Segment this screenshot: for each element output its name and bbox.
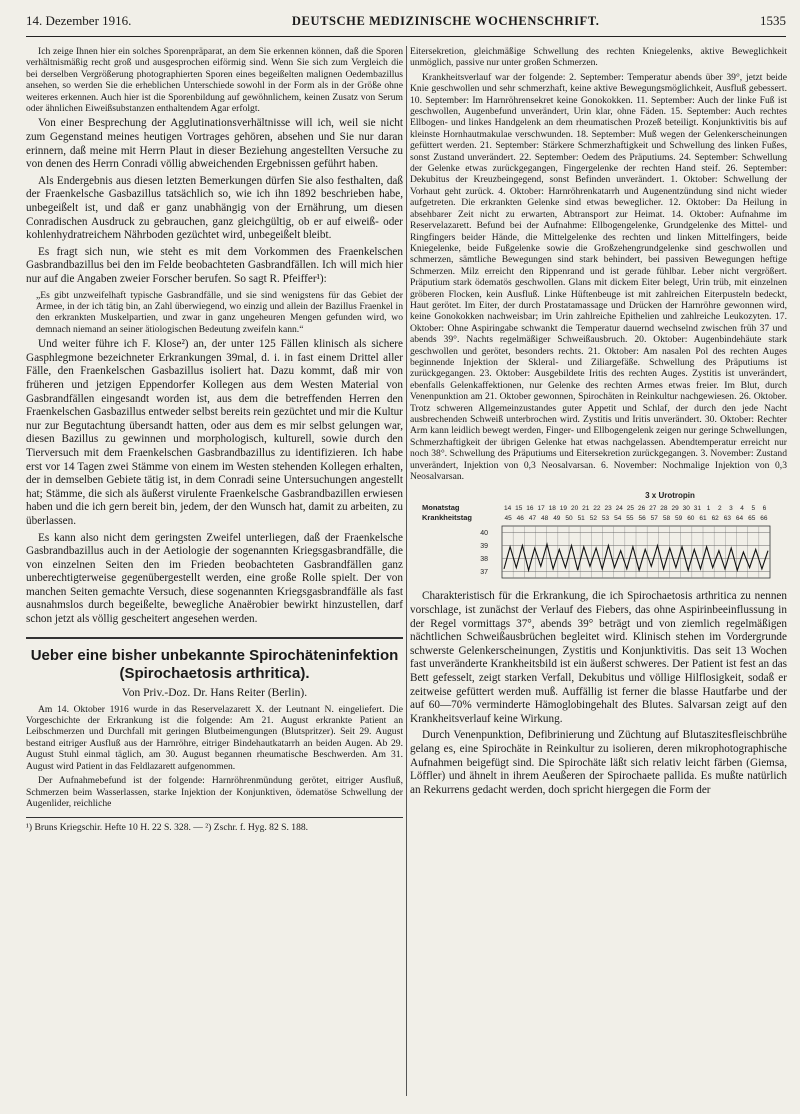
paragraph: Von einer Besprechung der Agglutinationsverhältnisse will ich, weil sie nicht zum Gegenstand meines heutigen Vortrages gehören, absehen und Sie nur daran erinnern, daß meine mit Herrn Plaut in dieser Beziehung angestellten Versuche zu von denen des Herrn Conradi völlig abweichenden Ergebnissen geführt haben. [26, 117, 403, 171]
journal-page [18, 0, 788, 1114]
page-number: 1535 [759, 13, 786, 28]
krankheitstag-tick: 62 [711, 515, 719, 523]
section-divider [26, 637, 403, 639]
left-column [26, 46, 403, 1102]
krankheitstag-tick: 64 [735, 515, 744, 523]
article-title: Ueber eine bisher unbekannte Spirochäteninfektion (Spirochaetosis arthritica). [30, 646, 399, 682]
monatstag-tick: 20 [570, 505, 579, 513]
monatstag-tick: 6 [762, 505, 767, 513]
paragraph: Durch Venenpunktion, Defibrinierung und Züchtung auf Blutaszitesfleischbrühe gelang es, eine Spirochäte in Reinkultur zu isolieren, deren mikrophotographische Aufnahmen beigefügt sind. Die Spirochäte läßt sich relativ leicht färben (Giemsa, Löffler) und ähnelt in ihrem Aeußeren der Spirochaete pallida. Es mußte natürlich an Rekurrens gedacht werden, doch spricht hiergegen die Form der [410, 729, 787, 796]
krankheitstag-tick: 58 [662, 515, 671, 523]
krankheitstag-tick: 65 [748, 515, 756, 523]
monatstag-tick: 14 [503, 505, 512, 513]
paragraph: Krankheitsverlauf war der folgende: 2. September: Temperatur abends über 39°, jetzt beide Knie geschwollen und sehr schmerzhaft, keine aktive Bewegungsmöglichkeit, Ausfluß gebessert. 10. September: Im Harnröhrensekret keine Gonokokken. 11. September: Auch der linke Fuß ist geschwollen, Augenbefund unverändert, Urin klar, ohne Fäden. 15. September: Auch rechtes Ellbogen- und linkes Handgelenk an dem rheumatischen Prozeß beteiligt. Konjunktivitis bis auf kleinste Hornhautmakulae verschwunden. 18. September: Muß wegen der Gelenkerscheinungen gefüttert werden. 21. September: Stärkere Schmerzhaftigkeit und Schwellung des linken Fußes, sonst Zustand unverändert. 22. September: Oedem des Präputiums. 24. September: Schwellung der Gelenke etwas zurückgegangen, Fingergelenke der rechten Hand steif. 26. September: Dekubitus der Kreuzbeingegend, sonst Befinden unverändert. 1. Oktober: Schwellung der Vorhaut geht zurück. 4. Oktober: Harnröhrenkatarrh und Augenentzündung sind nicht wieder aufgetreten. Die erkrankten Gelenke sind etwas beweglicher. 12. Oktober: Da Heilung in absehbarer Zeit nicht zu erwarten, Abtransport zur Heimat. 14. Oktober: Aufnahme im Reservelazarett. Befund bei der Aufnahme: Ellbogengelenke, Grundgelenke des Mittel- und Ringfingers beider Hände, die Mittelgelenke des rechten und linken Mittelfingers, beide Kniegelenke, beide Fußgelenke sowie die Großzehengrundgelenke sind geschwollen und schmerzen, sämtliche Bewegungen sind stark behindert, bei passiven Bewegungen heftige Schmerzen. Milz erreicht den Rippenrand und ist gerade fühlbar. Leber nicht vergrößert. Präputium stark ödematös geschwollen. Glans mit dickem Eiter belegt, Urin trüb, mit einzelnen gröberen Flocken, kein Ausfluß. Linke Hüftenbeuge ist mit zahlreichen Eiterpusteln bedeckt, Haut gerötet. Im Eiter, der durch Prostatamassage und Drücken der Harnröhre gewonnen wird, keine Gonokokken nachweisbar; im Urin zahlreiche Epithelien und zahlreiche Leukozyten. 17. Oktober: Ohne Aspiringabe schwankt die Temperatur dauernd wechselnd zwischen früh 37 und abends 39°. Nachts regelmäßiger Schweißausbruch. 20. Oktober: Augenbindehäute stark geschwollen und gerötet, besonders rechts. 21. Oktober: Am nasalen Pol des rechten Auges beginnende Injektion der Skleral- und Ziliargefäße. Schwellung des Präputiums ist zurückgegangen. 23. Oktober: Ausgebildete Iritis des rechten Auges. Zystitis ist unverändert, ebenfalls Gelenkaffektionen, nur Gelenke des rechten Armes etwas freier. Im Blut, durch Venenpunktion am 21. Oktober gewonnen, Spirochäten in Reinkultur nachgewiesen. 26. Oktober. Trotz schweren Allgemeinzustandes guter Appetit und Schlaf, der durch den jede Nacht ausbrechenden Schweiß unterbrochen wird. Zystitis und Iritis unverändert. 30. Oktober: Rechter Arm kann leidlich bewegt werden, Finger- und Ellbogengelenk zeigen nur geringe Schwellungen, Schmerzhaftigkeit der übrigen Gelenke hat etwas nachgelassen. Abendtemperatur erreicht nur noch 38°. Schwellung des Präputiums und Eitersekretion zurückgegangen. 3. November: Zustand unverändert, Injektion von 0,3 Neosalvarsan. 6. November: Nochmalige Injektion von 0,3 Neosalvarsan. [410, 71, 787, 483]
krankheitstag-tick: 46 [516, 515, 524, 523]
paragraph: Am 14. Oktober 1916 wurde in das Reservelazarett X. der Leutnant N. eingeliefert. Die Vorgeschichte der Erkrankung ist die folgende: Am 21. August erkrankte Patient an Leibschmerzen und Durchfall mit geringen Blutbeimengungen (Blutspritzer). Seit 29. August bestand eitriger Ausfluß aus der Harnröhre, eitriger Bindehautkatarrh an beiden Augen. Ab 29. August Stuhl einmal täglich, am 30. August begannen rheumatische Beschwerden. Am 31. August wird Patient in das Feldlazarett aufgenommen. [26, 703, 403, 772]
krankheitstag-tick: 59 [675, 515, 683, 523]
monatstag-tick: 19 [559, 505, 568, 513]
monatstag-tick: 22 [593, 505, 601, 513]
monatstag-tick: 28 [660, 505, 668, 513]
monatstag-tick: 2 [717, 505, 722, 513]
monatstag-label: Monatstag [422, 503, 460, 513]
journal-title: DEUTSCHE MEDIZINISCHE WOCHENSCHRIFT. [291, 13, 600, 28]
monatstag-tick: 23 [604, 505, 612, 513]
page-header [26, 6, 786, 37]
y-tick-label: 40 [480, 530, 488, 538]
monatstag-tick: 3 [729, 505, 733, 513]
krankheitstag-tick: 48 [541, 515, 549, 523]
monatstag-tick: 27 [649, 505, 657, 513]
monatstag-tick: 5 [751, 505, 756, 513]
footnote: ¹) Bruns Kriegschir. Hefte 10 H. 22 S. 328. — ²) Zschr. f. Hyg. 82 S. 188. [26, 817, 403, 833]
paragraph: Eitersekretion, gleichmäßige Schwellung des rechten Kniegelenks, aktive Beweglichkeit unmöglich, passive nur unter großen Schmerzen. [410, 46, 787, 69]
chart-title: 3 x Urotropin [645, 491, 695, 501]
monatstag-tick: 24 [615, 505, 623, 513]
krankheitstag-tick: 50 [565, 515, 573, 523]
monatstag-tick: 21 [582, 505, 590, 513]
krankheitstag-tick: 60 [687, 515, 695, 523]
fever-chart-svg [420, 490, 780, 582]
paragraph: Es fragt sich nun, wie steht es mit dem Vorkommen des Fraenkelschen Gasbrandbazillus bei den im Felde beobachteten Gasbrandfällen. Ich will mich hier nur auf die Angaben zweier Forscher berufen. So sagt R. Pfeiffer¹): [26, 245, 403, 285]
krankheitstag-tick: 47 [528, 515, 537, 523]
y-tick-label: 38 [480, 556, 488, 564]
krankheitstag-tick: 63 [723, 515, 731, 523]
monatstag-tick: 15 [515, 505, 523, 513]
monatstag-tick: 31 [693, 505, 702, 513]
krankheitstag-tick: 55 [626, 515, 634, 523]
paragraph: Es kann also nicht dem geringsten Zweifel unterliegen, daß der Fraenkelsche Gasbrandbazillus auch in der Aetiologie der sogenannten Kriegsgasbrandfälle, die von einzelnen Seiten den im Frieden beobachteten Gasbrandfällen ganz unberechtigterweise gegenübergestellt werden, eine große Rolle spielt. Der von manchen Seiten gemachte Versuch, diese sogenannten Kriegsgasbrandfälle als fast ausnahmslos durch begeißelte, bewegliche Anaërobier bewirkt hinzustellen, darf schon jetzt als völlig gescheitert angesehen werden. [26, 531, 403, 626]
y-tick-label: 37 [480, 569, 488, 577]
krankheitstag-tick: 45 [504, 515, 512, 523]
krankheitstag-tick: 52 [589, 515, 597, 523]
monatstag-tick: 18 [548, 505, 556, 513]
article-byline: Von Priv.-Doz. Dr. Hans Reiter (Berlin). [121, 686, 308, 699]
krankheitstag-label: Krankheitstag [422, 513, 473, 523]
krankheitstag-tick: 49 [553, 515, 561, 523]
right-column [410, 46, 787, 1102]
paragraph: Ich zeige Ihnen hier ein solches Sporenpräparat, an dem Sie erkennen können, daß die Sporen verhältnismäßig recht groß und ausgesprochen eiförmig sind. Wenn Sie sich zum Vergleich die bei derselben Vergrößerung photographierten Sporen eines begeißelten malignen Oedembazillus ansehen, so werden Sie die erheblichen Unterschiede sowohl in der Form als in der Größe ohne weiteres erkennen. Auch hier ist die Sporenbildung auf gewöhnlichem, keinen Zusatz von Serum oder ähnlichen Eiweißsubstanzen enthaltendem Agar erfolgt. [26, 46, 403, 115]
monatstag-tick: 30 [682, 505, 690, 513]
monatstag-tick: 17 [537, 505, 545, 513]
fever-chart [420, 490, 780, 582]
krankheitstag-tick: 66 [760, 515, 768, 523]
krankheitstag-tick: 61 [699, 515, 707, 523]
krankheitstag-tick: 54 [614, 515, 622, 523]
monatstag-tick: 25 [626, 505, 635, 513]
paragraph: Als Endergebnis aus diesen letzten Bemerkungen dürfen Sie also festhalten, daß der Fraenkelsche Gasbazillus tatsächlich so, wie ich ihn 1892 beschrieben habe, unbegeißelt ist, und daß er ganz unabhängig von der Ernährung, um diesen Conradischen Ausdruck zu gebrauchen, ganz gleichgültig, ob er auf eiweiß- oder kohlenhydratreichem Nährboden gezüchtet wird, unbegeißelt bleibt. [26, 174, 403, 242]
column-divider [406, 46, 407, 1096]
paragraph: Charakteristisch für die Erkrankung, die ich Spirochaetosis arthritica zu nennen vorschlage, ist zunächst der Verlauf des Fiebers, das ohne Aspirinbeeinflussung in der Regel vormittags 37°, abends 39° beträgt und von ziemlich regelmäßigen nächtlichen Schweißausbrüchen begleitet wird. Klinisch stehen im Vordergrunde schwerste Gelenkerscheinungen, Zystitis und Konjunktivitis. Das seit 13 Wochen fast unveränderte Krankheitsbild ist ein äußerst schweres. Der Patient ist fest an das Bett gefesselt, zeigt starken Verfall, Dekubitus und völlige Hilflosigkeit, sodaß er zeitweise gefüttert werden muß. Auffällig ist ferner die blasse Hautfarbe und der auf 60—70% verminderte Hämoglobingehalt des Blutes. Salvarsan zeigt auf den Krankheitsverlauf keine Wirkung. [410, 590, 787, 725]
paragraph: Der Aufnahmebefund ist der folgende: Harnröhrenmündung gerötet, eitriger Ausfluß, Schmerzen beim Wasserlassen, starke Injektion der Konjunktiven, ödematöse Schwellung der Augenlider, reichliche [26, 775, 403, 809]
paragraph: Und weiter führe ich F. Klose²) an, der unter 125 Fällen klinisch als sichere Gasphlegmone bezeichneter Erkrankungen 39mal, d. i. in fast einem Drittel aller Fälle, den Fraenkelschen Gasbazillus isoliert hat. Dazu kommt, daß mir von früheren und jetzigen Eppendorfer Kollegen aus dem Westen Material von Gasbrandfällen eingesandt worden ist, aus dem die betreffenden Herren den Fraenkelschen Gasbazillus entweder selbst bereits rein gezüchtet und mir die Kultur nur zur Begutachtung übersandt hatten, oder aus dem es mir selbst gelungen war, diesen Bazillus zu gewinnen und morphologisch, kulturell, sowie durch den Tierversuch mit dem Fraenkelschen Gasbrandbazillus zu identifizieren. Ich habe erst vor 14 Tagen zwei Stämme von einem im Westen stehenden Kollegen erhalten, der in demselben Gebiete tätig ist, in dem Conradi seine Untersuchungen angestellt hat; Stämme, die sich als äußerst virulente Fraenkelsche Gasbrandbazillen erwiesen haben und die ich gern bereit bin, jedem, der den Wunsch hat, damit zu arbeiten, zu überlassen. [26, 338, 403, 527]
y-tick-label: 39 [480, 543, 488, 551]
header-date: 14. Dezember 1916. [26, 13, 132, 28]
monatstag-tick: 29 [671, 505, 679, 513]
monatstag-tick: 26 [637, 505, 646, 513]
monatstag-tick: 16 [526, 505, 534, 513]
quotation: „Es gibt unzweifelhaft typische Gasbrandfälle, und sie sind wenigstens für das Gebiet der Armee, in der ich tätig bin, an Zahl überwiegend, wo einzig und allein der Bazillus Fraenkel in den erkrankten Muskelpartien, und zwar in ganz ungeheuren Mengen gefunden wird, wo demnach niemand an seiner ätiologischen Bedeutung zweifeln kann.“ [36, 289, 403, 335]
monatstag-tick: 1 [706, 505, 711, 513]
krankheitstag-tick: 51 [577, 515, 585, 523]
krankheitstag-tick: 56 [638, 515, 646, 523]
krankheitstag-tick: 53 [601, 515, 610, 523]
monatstag-tick: 4 [740, 505, 744, 513]
krankheitstag-tick: 57 [650, 515, 658, 523]
